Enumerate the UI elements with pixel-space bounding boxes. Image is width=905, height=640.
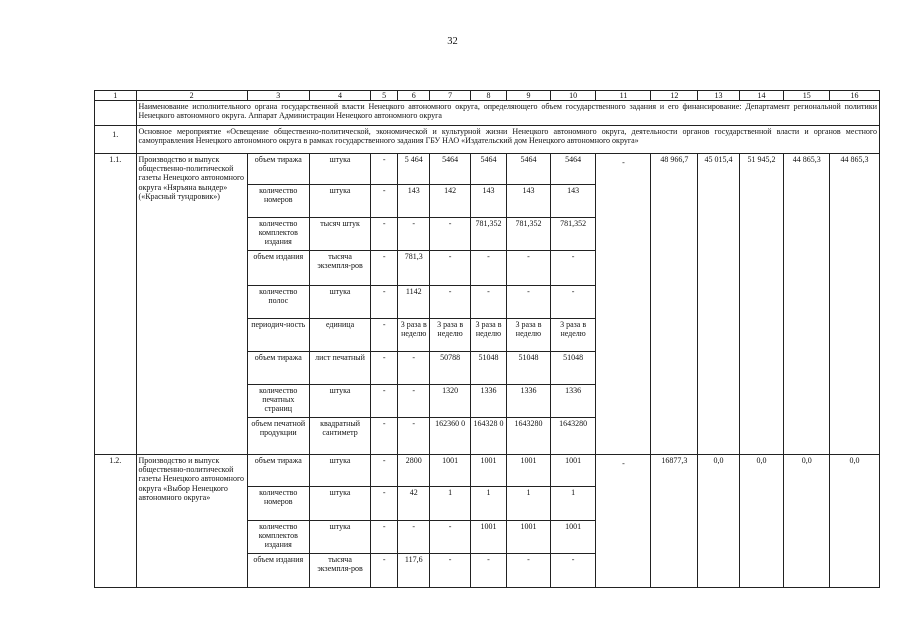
indicator-unit: штука [309,455,370,487]
indicator-value: 1142 [398,286,430,319]
indicator-value: 5 464 [398,154,430,185]
indicator-value: 5464 [470,154,506,185]
indicator-value: - [430,554,470,588]
executive-body-line: Наименование исполнительного органа государственной власти Ненецкого автономного округа, определяющего объем государственного задания и его финансирование: Департамент региональной политики Ненецкого автономного округа. Аппарат Администрации Ненецкого автономного округа [136,101,879,126]
finance-value: 0,0 [698,455,740,588]
finance-value: 44 865,3 [784,154,830,455]
indicator-value: 1001 [550,521,596,554]
indicator-value: - [398,521,430,554]
indicator-value: 143 [550,185,596,218]
indicator-unit: штука [309,521,370,554]
indicator-value: - [371,185,398,218]
indicator-value: 1001 [430,455,470,487]
item-number: 1.2. [95,455,137,588]
column-number-header: 6 [398,91,430,101]
column-number-header: 15 [784,91,830,101]
column-number-header: 11 [596,91,651,101]
finance-value: 0,0 [830,455,880,588]
indicator-value: - [371,521,398,554]
indicator-name: количество полос [247,286,309,319]
main-event-number: 1. [95,126,137,154]
indicator-name: объем тиража [247,154,309,185]
indicator-value: 1643280 [507,418,551,455]
main-event-row [95,126,880,154]
indicator-value: - [371,218,398,251]
item-name: Производство и выпуск общественно-политической газеты Ненецкого автономного округа «Выбор Ненецкого автономного округа» [136,455,247,588]
indicator-value: - [371,154,398,185]
indicator-unit: штука [309,385,370,418]
indicator-value: - [507,554,551,588]
indicator-value: 1336 [470,385,506,418]
indicator-name: периодич-ность [247,319,309,352]
indicator-value: - [430,218,470,251]
column-number-header: 1 [95,91,137,101]
indicator-value: 5464 [550,154,596,185]
indicator-name: количество комплектов издания [247,521,309,554]
indicator-name: количество номеров [247,185,309,218]
indicator-value: - [371,286,398,319]
indicator-value: - [470,251,506,286]
indicator-value: - [430,286,470,319]
indicator-value: 51048 [550,352,596,385]
empty-cell [95,101,137,126]
finance-value: 0,0 [784,455,830,588]
indicator-value: 781,3 [398,251,430,286]
indicator-value: 1336 [507,385,551,418]
indicator-value: - [507,251,551,286]
indicator-value: 1336 [550,385,596,418]
indicator-unit: тысяча экземпля-ров [309,554,370,588]
indicator-unit: тысяча экземпля-ров [309,251,370,286]
indicator-value: 1001 [507,521,551,554]
indicator-value: - [371,487,398,521]
indicator-value: 2800 [398,455,430,487]
column-number-header: 3 [247,91,309,101]
indicator-value: - [371,418,398,455]
indicator-value: - [398,218,430,251]
item-number: 1.1. [95,154,137,455]
finance-value: 48 966,7 [651,154,698,455]
main-event-text: Основное мероприятие «Освещение общественно-политической, экономической и культурной жизни Ненецкого автономного округа, деятельности органов государственной власти и органов местного самоуправления Ненецкого автономного округа в рамках государственного задания ГБУ НАО «Издательский дом Ненецкого автономного округа» [136,126,879,154]
indicator-unit: единица [309,319,370,352]
indicator-unit: штука [309,185,370,218]
indicator-name: количество комплектов издания [247,218,309,251]
indicator-name: объем тиража [247,455,309,487]
indicator-name: объем издания [247,554,309,588]
indicator-value: 1001 [507,455,551,487]
column-number-header: 10 [550,91,596,101]
indicator-value: 117,6 [398,554,430,588]
indicator-value: 1001 [470,455,506,487]
indicator-value: - [550,554,596,588]
indicator-row [95,455,880,487]
column-number-header: 8 [470,91,506,101]
indicator-value: 1320 [430,385,470,418]
indicator-unit: тысяч штук [309,218,370,251]
column-number-header: 7 [430,91,470,101]
indicator-unit: штука [309,154,370,185]
finance-value: 51 945,2 [739,154,784,455]
column-number-header: 14 [739,91,784,101]
column-number-header: 5 [371,91,398,101]
indicator-unit: штука [309,487,370,521]
indicator-value: 5464 [430,154,470,185]
item-name: Производство и выпуск общественно-политической газеты Ненецкого автономного округа «Няръяна вындер» («Красный тундровик») [136,154,247,455]
indicator-row [95,154,880,185]
indicator-name: количество печатных страниц [247,385,309,418]
column-number-header: 9 [507,91,551,101]
indicator-value: 5464 [507,154,551,185]
column-number-header: 4 [309,91,370,101]
indicator-value: 143 [507,185,551,218]
header-row [95,91,880,101]
program-table [94,90,880,588]
indicator-value: 1 [430,487,470,521]
indicator-value: 51048 [507,352,551,385]
indicator-value: - [507,286,551,319]
column-number-header: 2 [136,91,247,101]
indicator-value: 50788 [430,352,470,385]
indicator-value: 1 [550,487,596,521]
finance-value: 16877,3 [651,455,698,588]
indicator-value: - [470,286,506,319]
indicator-value: 3 раза в неделю [430,319,470,352]
indicator-unit: штука [309,286,370,319]
finance-value: 0,0 [739,455,784,588]
indicator-value: 164328 0 [470,418,506,455]
column-number-header: 13 [698,91,740,101]
indicator-value: - [398,418,430,455]
indicator-value: 781,352 [470,218,506,251]
indicator-value: - [371,251,398,286]
indicator-value: - [398,352,430,385]
column-11-value: - [596,154,651,455]
indicator-value: - [398,385,430,418]
indicator-value: 51048 [470,352,506,385]
column-11-value: - [596,455,651,588]
finance-value: 44 865,3 [830,154,880,455]
indicator-value: - [470,554,506,588]
indicator-value: - [430,521,470,554]
indicator-value: 781,352 [507,218,551,251]
indicator-value: 1 [470,487,506,521]
indicator-value: 162360 0 [430,418,470,455]
indicator-value: - [371,385,398,418]
indicator-unit: лист печатный [309,352,370,385]
indicator-value: 1 [507,487,551,521]
indicator-value: - [371,352,398,385]
indicator-value: - [550,251,596,286]
indicator-value: 143 [398,185,430,218]
indicator-value: 142 [430,185,470,218]
page-number: 32 [447,36,458,47]
indicator-value: 1001 [550,455,596,487]
indicator-name: объем издания [247,251,309,286]
indicator-value: 3 раза в неделю [398,319,430,352]
indicator-value: 1001 [470,521,506,554]
column-number-header: 12 [651,91,698,101]
indicator-value: 3 раза в неделю [550,319,596,352]
finance-value: 45 015,4 [698,154,740,455]
column-number-header: 16 [830,91,880,101]
indicator-value: 42 [398,487,430,521]
indicator-value: - [430,251,470,286]
indicator-value: 1643280 [550,418,596,455]
indicator-value: 781,352 [550,218,596,251]
indicator-value: 143 [470,185,506,218]
indicator-name: количество номеров [247,487,309,521]
intro-row [95,101,880,126]
indicator-unit: квадратный сантиметр [309,418,370,455]
indicator-value: 3 раза в неделю [507,319,551,352]
indicator-name: объем печатной продукции [247,418,309,455]
indicator-value: - [371,455,398,487]
indicator-name: объем тиража [247,352,309,385]
indicator-value: - [371,554,398,588]
indicator-value: 3 раза в неделю [470,319,506,352]
indicator-value: - [550,286,596,319]
indicator-value: - [371,319,398,352]
